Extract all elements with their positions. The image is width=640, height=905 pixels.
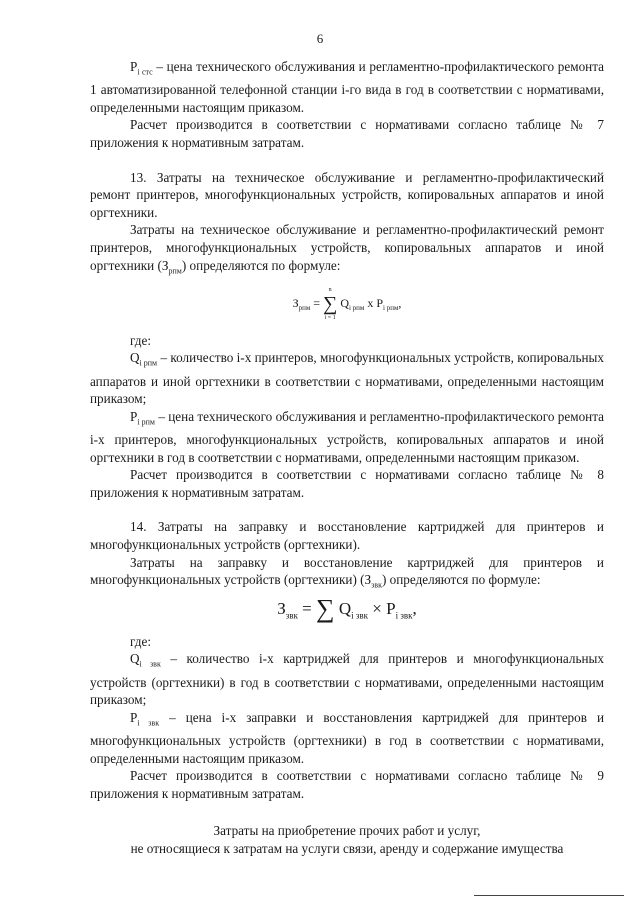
page-number: 6 — [316, 31, 324, 46]
formula-eq: = — [302, 599, 312, 619]
sum-upper: n — [328, 286, 332, 293]
formula-q-sub: i рпм — [348, 303, 365, 312]
p-rpm-definition — [90, 408, 604, 466]
where-label: где: — [130, 332, 151, 348]
var-q: Q — [130, 651, 140, 667]
formula-lhs-sub: звк — [285, 610, 298, 621]
sigma-symbol: ∑ — [316, 594, 335, 624]
intro-text-end: ) определяются по формуле: — [381, 572, 541, 588]
var-p-sub: i рпм — [137, 417, 155, 427]
var-p: P — [130, 709, 138, 725]
var-p: P — [130, 59, 138, 74]
var-q-sub: i рпм — [139, 359, 158, 369]
where-label: где: — [130, 633, 151, 649]
sigma-symbol: ∑ — [323, 292, 338, 315]
document-body — [90, 58, 604, 858]
q-zvk-definition — [90, 650, 604, 708]
sum-lower: i = 1 — [324, 314, 336, 321]
formula-lhs-sub: рпм — [298, 303, 311, 312]
intro-text: Затраты на заправку и восстановление картриджей для принтеров и многофункциональных устройств (оргтехники) (З — [90, 554, 604, 588]
intro-sub: звк — [371, 580, 382, 590]
formula-p-sub: i звк — [395, 610, 413, 621]
p-zvk-definition — [90, 709, 604, 767]
q-rpm-definition — [90, 349, 604, 407]
var-p-sub: i стс — [137, 67, 153, 77]
formula-zvk — [90, 596, 604, 628]
calc-note-9: Расчет производится в соответствии с нормативами согласно таблице № 9 приложения к нормативным затратам. — [90, 768, 604, 801]
formula-p-sub: i рпм — [383, 303, 399, 312]
intro-text: Затраты на техническое обслуживание и регламентно-профилактический ремонт принтеров, многофункциональных устройств, копировальных аппаратов и иной оргтехники (З — [90, 222, 604, 273]
calc-note-8: Расчет производится в соответствии с нормативами согласно таблице № 8 приложения к нормативным затратам. — [90, 467, 604, 500]
formula-times: х — [367, 295, 374, 310]
formula-p: P — [376, 295, 384, 310]
formula-q-sub: i звк — [351, 610, 369, 621]
formula-lhs: З — [292, 295, 299, 310]
section-heading-line-2: не относящиеся к затратам на услуги связи, аренду и содержание имущества — [130, 841, 564, 857]
definition-text: – цена технического обслуживания и регламентно-профилактического ремонта 1 автоматизированной телефонной станции i-го вида в год в соответствии с нормативами, определенными настоящим приказом. — [90, 59, 604, 115]
intro-sub: рпм — [168, 266, 182, 276]
var-p-sub: i звк — [137, 718, 160, 728]
intro-text-end: ) определяются по формуле: — [181, 257, 341, 273]
p-stc-definition — [90, 58, 604, 116]
section-13-intro — [90, 221, 604, 279]
footer-rule — [474, 895, 624, 896]
definition-text: – цена i-х заправки и восстановления картриджей для принтеров и многофункциональных устройств (оргтехники) в год в соответствии с нормативами, определенными настоящим приказом. — [90, 709, 605, 766]
formula-end: , — [412, 599, 417, 619]
section-14-title: 14. Затраты на заправку и восстановление картриджей для принтеров и многофункциональных устройств (оргтехники). — [90, 519, 604, 553]
formula-end: , — [398, 295, 402, 310]
formula-q: Q — [340, 295, 349, 310]
section-13-title: 13. Затраты на техническое обслуживание и регламентно-профилактический ремонт принтеров, многофункциональных устройств, копировальных аппаратов и иной оргтехники. — [90, 169, 604, 220]
definition-text: – количество i-х картриджей для принтеров и многофункциональных устройств (оргтехники) в год в соответствии с нормативами, определенными настоящим приказом; — [90, 651, 604, 708]
var-p: P — [130, 408, 138, 424]
formula-rpm — [90, 286, 604, 322]
section-14-intro — [90, 554, 604, 595]
formula-p: P — [386, 599, 396, 619]
formula-q: Q — [338, 599, 352, 619]
var-q: Q — [130, 350, 140, 366]
formula-lhs: З — [277, 599, 286, 619]
formula-sum — [323, 286, 337, 322]
var-q-sub: i звк — [139, 660, 161, 670]
definition-text: – количество i-х принтеров, многофункциональных устройств, копировальных аппаратов и иной оргтехники в соответствии с нормативами, определенными настоящим приказом; — [90, 350, 604, 407]
formula-times: × — [372, 599, 382, 619]
formula-eq: = — [313, 295, 321, 310]
calc-note-7: Расчет производится в соответствии с нормативами согласно таблице № 7 приложения к нормативным затратам. — [90, 117, 604, 151]
definition-text: – цена технического обслуживания и регламентно-профилактического ремонта i-х принтеров, многофункциональных устройств, копировальных аппаратов и иной оргтехники в год в соответствии с нормативами, определенными настоящим приказом. — [90, 408, 604, 465]
section-heading-line-1: Затраты на приобретение прочих работ и услуг, — [213, 823, 481, 839]
